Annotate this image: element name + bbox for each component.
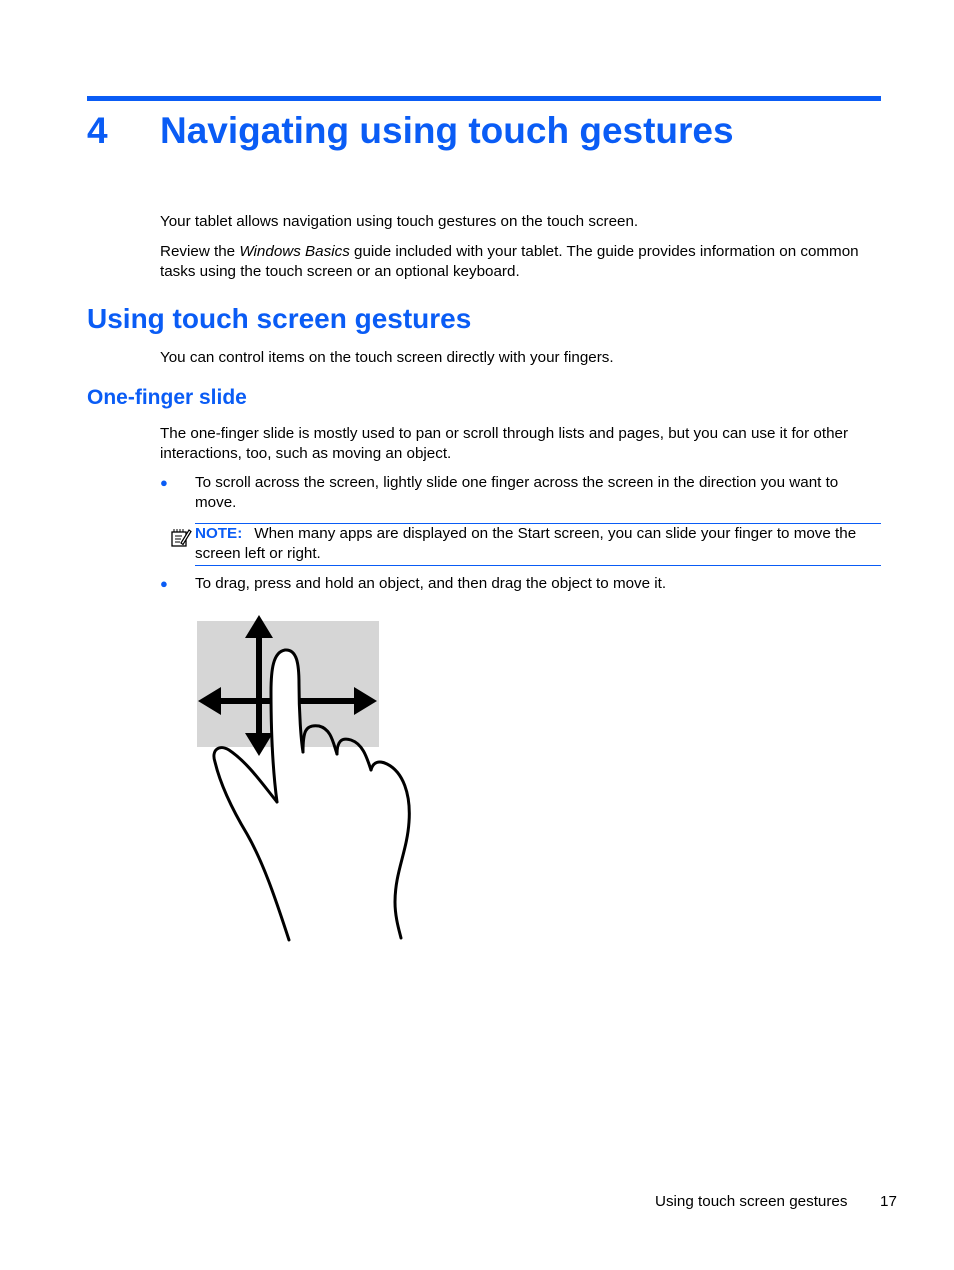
chapter-title-text: Navigating using touch gestures — [160, 110, 734, 151]
list-item — [160, 473, 882, 513]
subsection-title: One-finger slide — [87, 386, 247, 409]
section-title: Using touch screen gestures — [87, 303, 472, 334]
list-item-text: To drag, press and hold an object, and then drag the object to move it. — [195, 575, 667, 592]
bullet-icon: ● — [160, 475, 168, 490]
intro-p2-before: Review the — [160, 243, 240, 260]
windows-basics-title: Windows Basics — [239, 243, 350, 260]
intro-paragraph-2 — [160, 242, 882, 282]
bullet-icon: ● — [160, 576, 168, 591]
list-item — [160, 574, 882, 594]
note-pencil-icon — [170, 526, 192, 548]
footer-section-title: Using touch screen gestures — [655, 1193, 848, 1210]
intro-p2-after: guide included with your tablet. The guide provides information on common tasks using the touch screen or an optional keyboard. — [160, 243, 859, 280]
chapter-title — [87, 108, 734, 154]
chapter-number: 4 — [87, 110, 108, 151]
list-item-text: To scroll across the screen, lightly slide one finger across the screen in the direction you want to move. — [195, 474, 839, 511]
subsection-paragraph: The one-finger slide is mostly used to pan or scroll through lists and pages, but you can use it for other interactions, too, such as moving an object. — [160, 425, 849, 462]
page-number: 17 — [880, 1193, 897, 1210]
one-finger-slide-illustration — [195, 612, 415, 947]
note-label: NOTE: — [195, 525, 243, 542]
note-text: When many apps are displayed on the Start screen, you can slide your finger to move the screen left or right. — [195, 525, 857, 562]
note-box — [195, 523, 881, 566]
chapter-rule — [87, 96, 881, 101]
intro-paragraph-1: Your tablet allows navigation using touch gestures on the touch screen. — [160, 213, 639, 230]
section-paragraph: You can control items on the touch screen directly with your fingers. — [160, 349, 614, 366]
